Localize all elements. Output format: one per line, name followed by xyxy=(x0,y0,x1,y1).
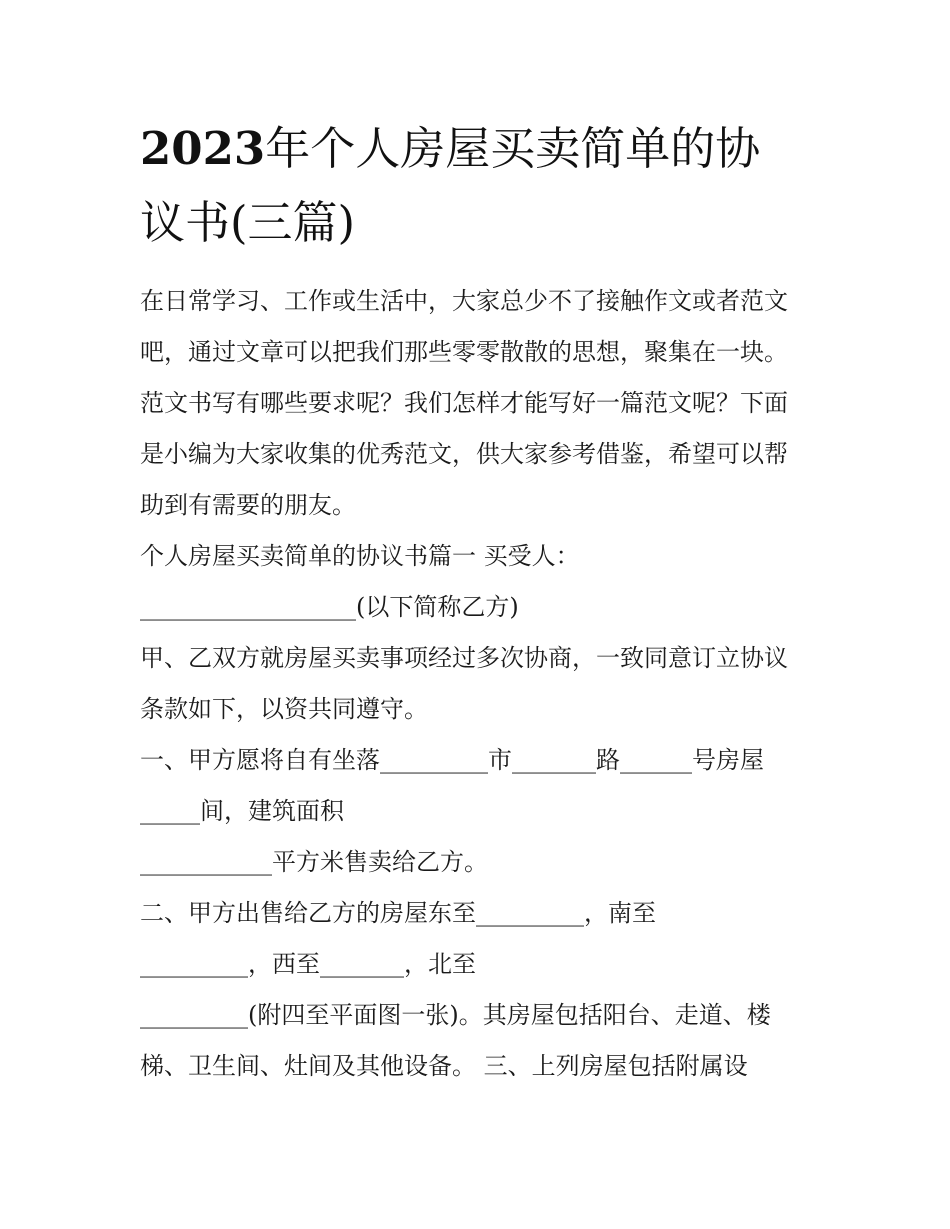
clause-line: _____间，建筑面积 xyxy=(140,797,344,825)
body-line: 甲、乙双方就房屋买卖事项经过多次协商，一致同意订立协议 xyxy=(140,644,788,672)
clause-line: _________，西至_______，北至 xyxy=(140,950,476,978)
body-line: 是小编为大家收集的优秀范文，供大家参考借鉴，希望可以帮 xyxy=(140,440,788,468)
body-line: 条款如下，以资共同遵守。 xyxy=(140,695,428,723)
document-title xyxy=(140,112,820,260)
clause-line: 梯、卫生间、灶间及其他设备。 三、上列房屋包括附属设 xyxy=(140,1052,748,1080)
document-body xyxy=(140,276,820,1092)
body-line: 范文书写有哪些要求呢？我们怎样才能写好一篇范文呢？下面 xyxy=(140,389,788,417)
body-line: 助到有需要的朋友。 xyxy=(140,491,356,519)
clause-line: _________(附四至平面图一张)。其房屋包括阳台、走道、楼 xyxy=(140,1001,771,1029)
title-line-1 xyxy=(140,112,820,186)
title-line-1-text: 年个人房屋买卖简单的协 xyxy=(265,122,761,175)
clause-line: 一、甲方愿将自有坐落_________市_______路______号房屋 xyxy=(140,746,764,774)
clause-line: ___________平方米售卖给乙方。 xyxy=(140,848,488,876)
body-line: 吧，通过文章可以把我们那些零零散散的思想，聚集在一块。 xyxy=(140,338,788,366)
title-year: 2023 xyxy=(140,122,266,175)
body-line: __________________(以下简称乙方) xyxy=(140,593,519,621)
section-heading-line: 个人房屋买卖简单的协议书篇一 买受人： xyxy=(140,542,580,570)
clause-line: 二、甲方出售给乙方的房屋东至_________，南至 xyxy=(140,899,656,927)
title-line-2: 议书(三篇) xyxy=(140,196,356,249)
body-line: 在日常学习、工作或生活中，大家总少不了接触作文或者范文 xyxy=(140,287,788,315)
